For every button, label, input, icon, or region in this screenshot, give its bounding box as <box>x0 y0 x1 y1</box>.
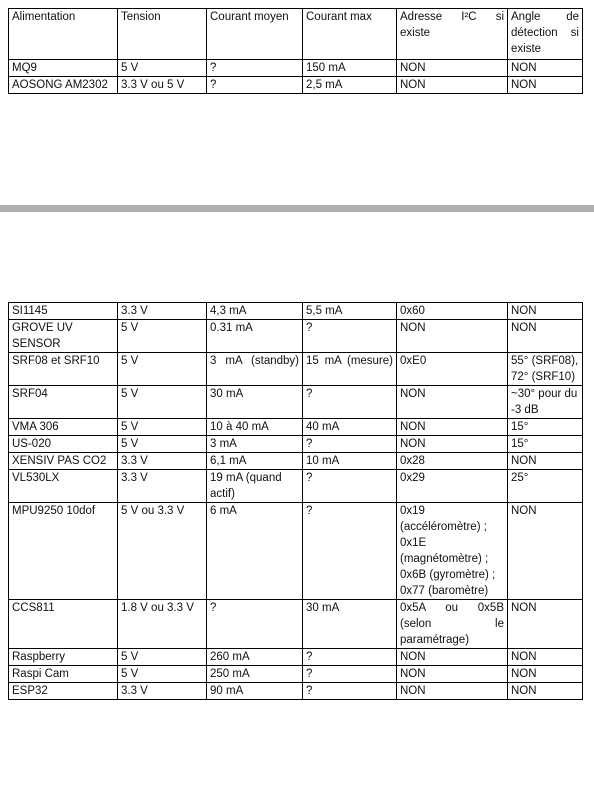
table-cell: ? <box>303 666 397 683</box>
table-cell: 5 V <box>118 436 207 453</box>
table-cell: 15° <box>508 436 583 453</box>
table-cell: 0x60 <box>397 303 508 320</box>
table-cell: NON <box>397 436 508 453</box>
table-cell: ? <box>303 649 397 666</box>
table-cell: NON <box>397 649 508 666</box>
table-cell: GROVE UV SENSOR <box>9 320 118 353</box>
table-cell: 0x28 <box>397 453 508 470</box>
table-cell: ? <box>303 503 397 600</box>
table-cell: 3.3 V ou 5 V <box>118 77 207 94</box>
header-cell: Courant moyen <box>207 9 303 60</box>
table-cell: NON <box>397 386 508 419</box>
table-cell: 6,1 mA <box>207 453 303 470</box>
table-cell: 5 V <box>118 353 207 386</box>
page-divider <box>0 205 594 212</box>
table-cell: 90 mA <box>207 683 303 700</box>
table-cell: NON <box>397 77 508 94</box>
table-cell: 3.3 V <box>118 303 207 320</box>
table-cell: 1.8 V ou 3.3 V <box>118 600 207 649</box>
table-cell: Raspi Cam <box>9 666 118 683</box>
table-cell: ? <box>303 470 397 503</box>
table-cell: 0.31 mA <box>207 320 303 353</box>
table-cell: 25° <box>508 470 583 503</box>
table-cell: 6 mA <box>207 503 303 600</box>
table-cell: 0xE0 <box>397 353 508 386</box>
table-cell: 0x19 (accéléromètre) ; 0x1E (magnétomètre) ; 0x6B (gyromètre) ; 0x77 (baromètre) <box>397 503 508 600</box>
table-cell: 5 V <box>118 666 207 683</box>
table-row <box>9 683 583 700</box>
table-cell: 40 mA <box>303 419 397 436</box>
table-cell: Raspberry <box>9 649 118 666</box>
table-cell: NON <box>397 320 508 353</box>
table-row <box>9 320 583 353</box>
table-cell: NON <box>397 419 508 436</box>
table-cell: ? <box>303 386 397 419</box>
table-cell: ? <box>303 683 397 700</box>
table-cell: XENSIV PAS CO2 <box>9 453 118 470</box>
table-cell: MQ9 <box>9 60 118 77</box>
table-cell: 5,5 mA <box>303 303 397 320</box>
table-cell: 5 V <box>118 386 207 419</box>
table-cell: SI1145 <box>9 303 118 320</box>
table-row <box>9 60 583 77</box>
table-cell: 4,3 mA <box>207 303 303 320</box>
table-row <box>9 353 583 386</box>
table-cell: 3.3 V <box>118 470 207 503</box>
table-cell: AOSONG AM2302 <box>9 77 118 94</box>
table-row <box>9 303 583 320</box>
table-cell: ? <box>207 600 303 649</box>
table-cell: 10 mA <box>303 453 397 470</box>
table-cell: 5 V ou 3.3 V <box>118 503 207 600</box>
table-cell: 19 mA (quand actif) <box>207 470 303 503</box>
table-cell: SRF08 et SRF10 <box>9 353 118 386</box>
table-row <box>9 503 583 600</box>
table-cell: NON <box>508 453 583 470</box>
table-cell: 5 V <box>118 320 207 353</box>
table-cell: NON <box>508 77 583 94</box>
table-row <box>9 386 583 419</box>
table-cell: 15 mA (mesure) <box>303 353 397 386</box>
table-cell: 3.3 V <box>118 453 207 470</box>
header-cell: Adresse I²C si existe <box>397 9 508 60</box>
table-cell: SRF04 <box>9 386 118 419</box>
table-cell: 250 mA <box>207 666 303 683</box>
header-cell: Alimentation <box>9 9 118 60</box>
table-cell: 5 V <box>118 649 207 666</box>
table-cell: 30 mA <box>303 600 397 649</box>
table-row <box>9 666 583 683</box>
table-cell: 3.3 V <box>118 683 207 700</box>
table-cell: ~30° pour du -3 dB <box>508 386 583 419</box>
table-cell: ? <box>207 60 303 77</box>
table-cell: NON <box>508 600 583 649</box>
table-cell: 0x29 <box>397 470 508 503</box>
sensor-table-top <box>8 8 583 94</box>
table-cell: NON <box>508 503 583 600</box>
table-cell: NON <box>397 683 508 700</box>
table-cell: MPU9250 10dof <box>9 503 118 600</box>
table-cell: ? <box>303 436 397 453</box>
table-cell: VMA 306 <box>9 419 118 436</box>
table-cell: NON <box>508 649 583 666</box>
table-cell: NON <box>508 60 583 77</box>
table-header-row <box>9 9 583 60</box>
table-cell: VL530LX <box>9 470 118 503</box>
table-cell: 5 V <box>118 419 207 436</box>
table-cell: 150 mA <box>303 60 397 77</box>
table-cell: NON <box>508 666 583 683</box>
table-row <box>9 419 583 436</box>
table-cell: ? <box>303 320 397 353</box>
table-row <box>9 77 583 94</box>
table-cell: 55° (SRF08), 72° (SRF10) <box>508 353 583 386</box>
table-cell: NON <box>508 320 583 353</box>
table-cell: NON <box>397 666 508 683</box>
table-cell: NON <box>397 60 508 77</box>
table-row <box>9 649 583 666</box>
header-cell: Tension <box>118 9 207 60</box>
table-cell: ESP32 <box>9 683 118 700</box>
table-cell: 5 V <box>118 60 207 77</box>
table-cell: 15° <box>508 419 583 436</box>
table-cell: NON <box>508 683 583 700</box>
table-cell: 3 mA (standby) <box>207 353 303 386</box>
header-cell: Courant max <box>303 9 397 60</box>
table-cell: 0x5A ou 0x5B (selon le paramétrage) <box>397 600 508 649</box>
table-row <box>9 453 583 470</box>
sensor-table-bottom <box>8 302 583 700</box>
header-cell: Angle de détection si existe <box>508 9 583 60</box>
table-row <box>9 600 583 649</box>
table-cell: 10 à 40 mA <box>207 419 303 436</box>
table-cell: 2,5 mA <box>303 77 397 94</box>
table-cell: ? <box>207 77 303 94</box>
table-row <box>9 470 583 503</box>
table-cell: US-020 <box>9 436 118 453</box>
table-cell: CCS811 <box>9 600 118 649</box>
table-row <box>9 436 583 453</box>
table-cell: 30 mA <box>207 386 303 419</box>
table-cell: 3 mA <box>207 436 303 453</box>
table-cell: 260 mA <box>207 649 303 666</box>
table-cell: NON <box>508 303 583 320</box>
